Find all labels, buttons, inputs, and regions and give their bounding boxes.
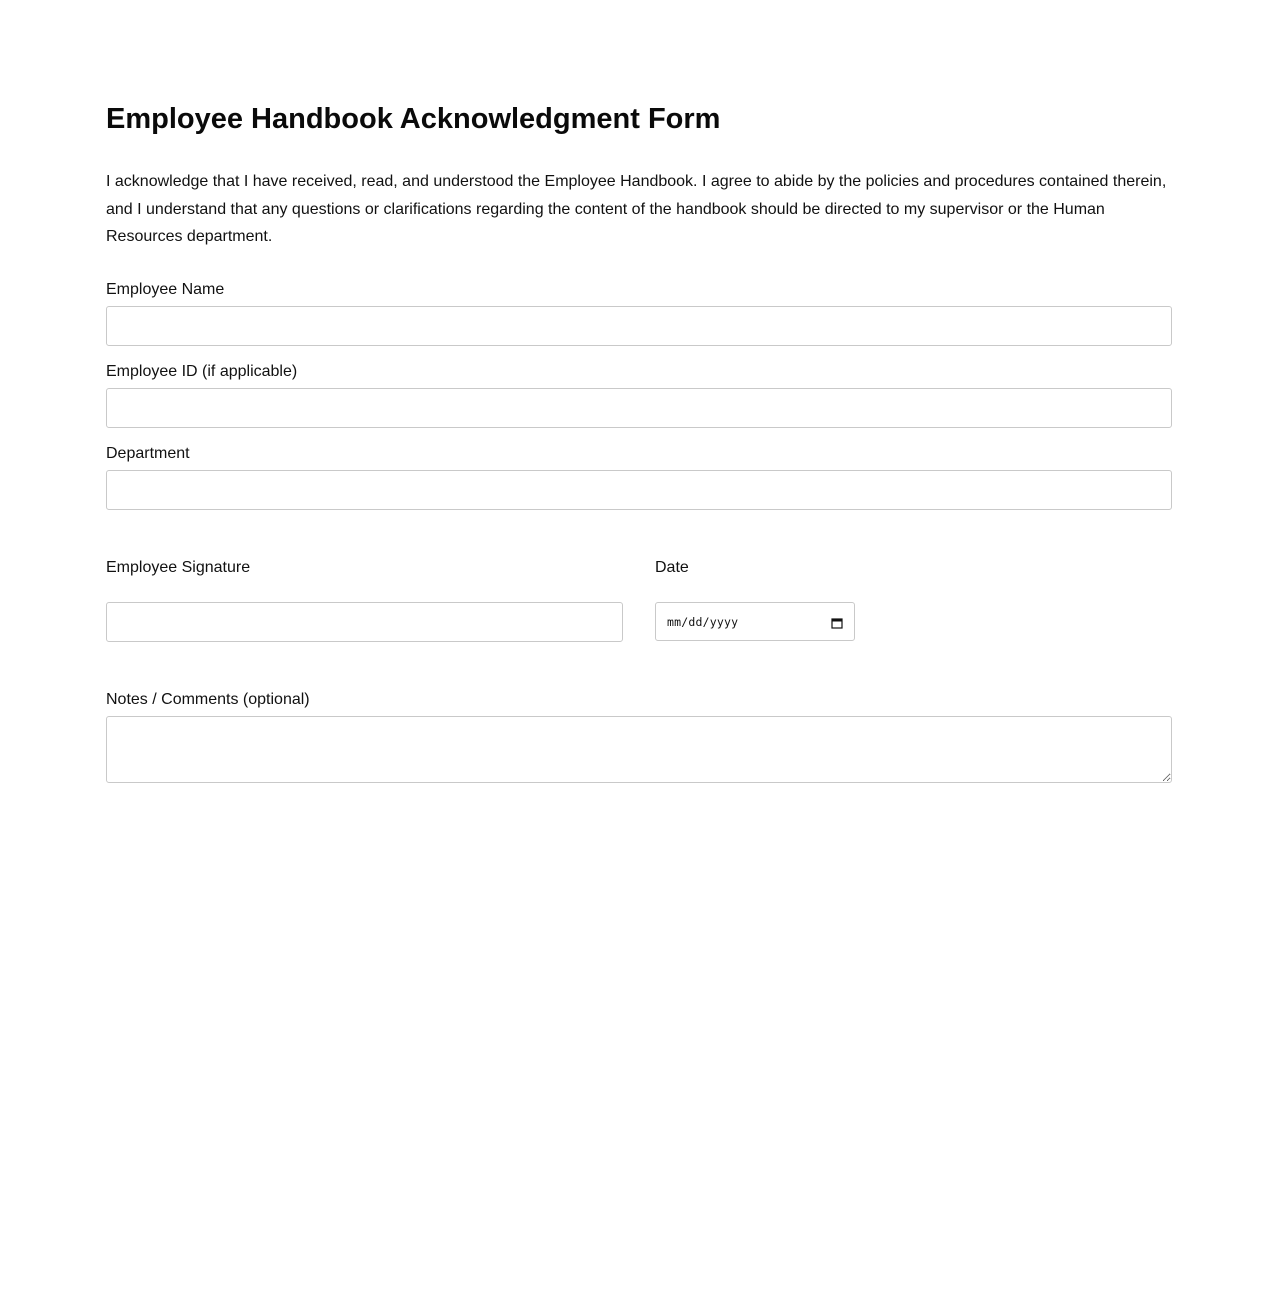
department-label: Department xyxy=(106,445,190,462)
signature-label: Employee Signature xyxy=(106,559,251,576)
date-placeholder: mm/dd/yyyy xyxy=(667,614,739,629)
page-title: Employee Handbook Acknowledgment Form xyxy=(106,103,721,135)
notes-label: Notes / Comments (optional) xyxy=(106,691,310,708)
date-input[interactable] xyxy=(655,602,855,641)
calendar-icon[interactable] xyxy=(831,616,843,628)
department-input[interactable] xyxy=(106,470,1172,510)
employee-id-input[interactable] xyxy=(106,388,1172,428)
date-label: Date xyxy=(655,559,689,576)
employee-name-label: Employee Name xyxy=(106,281,225,298)
notes-textarea[interactable] xyxy=(106,716,1172,783)
signature-input[interactable] xyxy=(106,602,623,642)
acknowledgment-statement: I acknowledge that I have received, read, and understood the Employee Handbook. I agree to abide by the policies and procedures contained therein, and I understand that any questions or clarifications regarding the content of the handbook should be directed to my supervisor or the Human Resources department. xyxy=(106,173,1167,245)
employee-name-input[interactable] xyxy=(106,306,1172,346)
employee-id-label: Employee ID (if applicable) xyxy=(106,363,298,380)
